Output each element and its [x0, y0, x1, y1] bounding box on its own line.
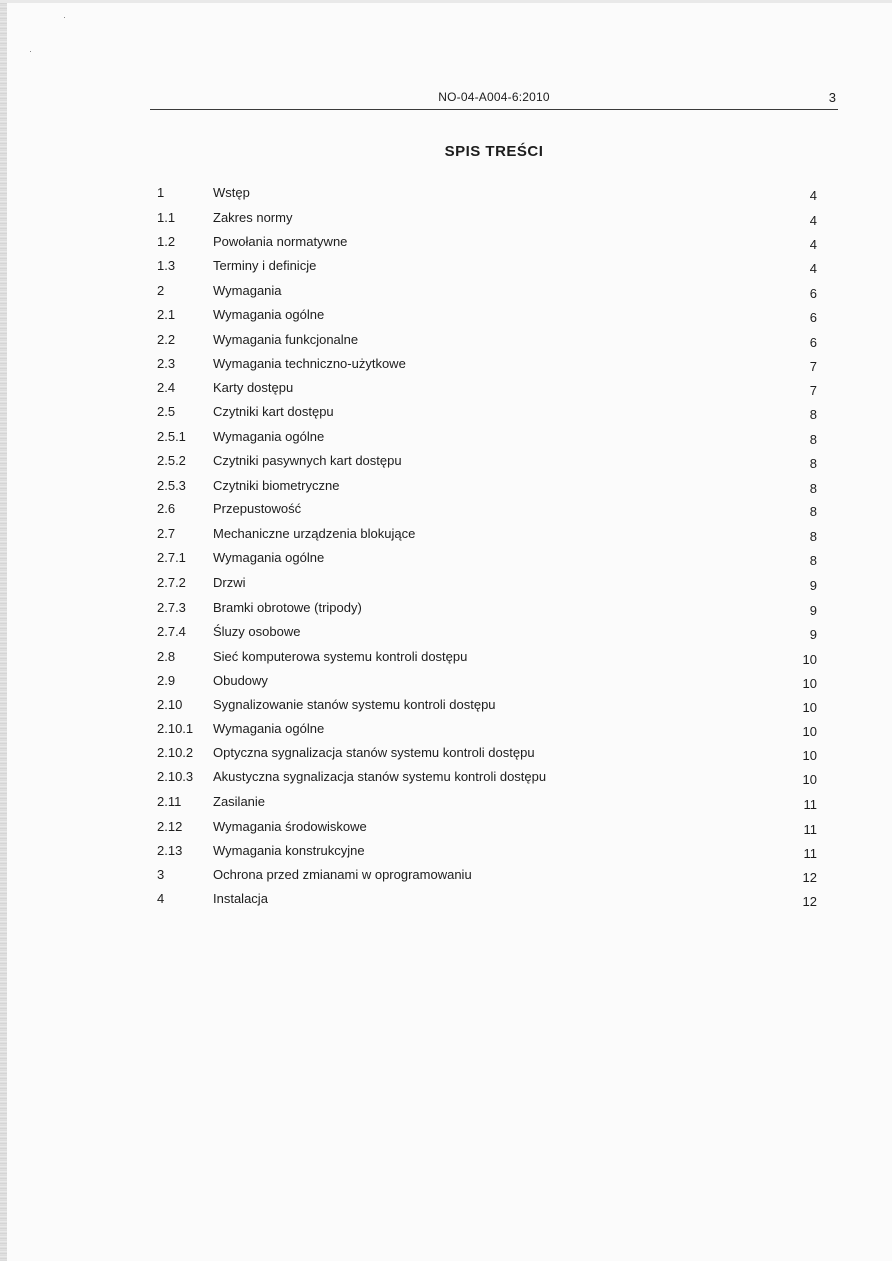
toc-entry-number: 2.10.3 [157, 769, 194, 784]
toc-entry [0, 451, 892, 471]
toc-entry-page: 4 [809, 261, 817, 276]
toc-entry-page: 7 [809, 383, 817, 398]
toc-entry-page: 11 [803, 797, 817, 812]
toc-entry-page: 4 [809, 237, 817, 252]
toc-entry-number: 2.5.3 [157, 478, 186, 493]
toc-entry-number: 2.8 [157, 649, 176, 664]
toc-entry-title: Wymagania [213, 283, 282, 298]
toc-entry-title: Sieć komputerowa systemu kontroli dostępu [213, 649, 468, 664]
toc-entry [0, 281, 892, 301]
toc-entry-number: 2.7.1 [157, 550, 186, 565]
toc-entry-title: Wymagania funkcjonalne [213, 332, 359, 347]
toc-entry [0, 889, 892, 909]
toc-entry [0, 647, 892, 667]
toc-entry [0, 524, 892, 544]
toc-entry-number: 2.10 [157, 697, 183, 712]
toc-entry-page: 10 [802, 700, 817, 715]
toc-entry [0, 476, 892, 496]
document-code: NO-04-A004-6:2010 [438, 90, 550, 104]
toc-entry-number: 2.5.1 [157, 429, 186, 444]
toc-entry-number: 2.7.2 [157, 575, 186, 590]
toc-entry-title: Wstęp [213, 185, 250, 200]
toc-entry-number: 2.6 [157, 501, 176, 516]
page-number: 3 [828, 90, 836, 105]
toc-entry [0, 232, 892, 252]
toc-entry-page: 6 [809, 286, 817, 301]
toc-entry [0, 767, 892, 787]
toc-entry-number: 2.10.2 [157, 745, 194, 760]
toc-entry-page: 10 [802, 724, 817, 739]
toc-entry-number: 1.3 [157, 258, 176, 273]
toc-entry-page: 9 [809, 578, 817, 593]
toc-entry-title: Wymagania konstrukcyjne [213, 843, 365, 858]
toc-entry [0, 499, 892, 519]
toc-entry-number: 2.7.3 [157, 600, 186, 615]
toc-entry-title: Wymagania środowiskowe [213, 819, 367, 834]
toc-entry-number: 2.1 [157, 307, 176, 322]
toc-entry-page: 10 [802, 748, 817, 763]
toc-entry-page: 9 [809, 627, 817, 642]
toc-entry [0, 208, 892, 228]
page-title: SPIS TREŚCI [444, 143, 544, 160]
toc-entry-title: Czytniki pasywnych kart dostępu [213, 453, 402, 468]
toc-entry [0, 817, 892, 837]
toc-entry-title: Powołania normatywne [213, 234, 348, 249]
toc-entry-page: 12 [802, 894, 817, 909]
toc-entry [0, 695, 892, 715]
toc-entry-page: 12 [802, 870, 817, 885]
toc-entry-page: 11 [803, 846, 817, 861]
toc-entry [0, 378, 892, 398]
toc-entry-number: 1 [157, 185, 165, 200]
toc-entry [0, 598, 892, 618]
toc-entry-number: 2.12 [157, 819, 183, 834]
toc-entry-page: 8 [809, 432, 817, 447]
toc-entry-page: 4 [809, 188, 817, 203]
toc-entry-page: 6 [809, 335, 817, 350]
toc-entry-number: 2.5 [157, 404, 176, 419]
toc-entry-title: Bramki obrotowe (tripody) [213, 600, 362, 615]
toc-entry-number: 1.2 [157, 234, 176, 249]
toc-entry [0, 792, 892, 812]
toc-entry-title: Zakres normy [213, 210, 293, 225]
toc-entry [0, 256, 892, 276]
toc-entry-page: 8 [809, 407, 817, 422]
toc-entry-page: 8 [809, 529, 817, 544]
toc-entry-number: 4 [157, 891, 165, 906]
toc-entry [0, 427, 892, 447]
toc-entry-page: 8 [809, 553, 817, 568]
toc-entry-page: 8 [809, 481, 817, 496]
toc-entry-number: 2.2 [157, 332, 176, 347]
toc-entry-number: 2.11 [157, 794, 182, 809]
toc-entry-page: 10 [802, 652, 817, 667]
toc-entry [0, 330, 892, 350]
toc-entry-title: Karty dostępu [213, 380, 294, 395]
toc-entry-title: Przepustowość [213, 501, 302, 516]
toc-entry-title: Ochrona przed zmianami w oprogramowaniu [213, 867, 472, 882]
toc-entry [0, 622, 892, 642]
toc-entry-title: Terminy i definicje [213, 258, 317, 273]
toc-entry [0, 548, 892, 568]
toc-entry-title: Akustyczna sygnalizacja stanów systemu kontroli dostępu [213, 769, 547, 784]
toc-entry-page: 11 [803, 822, 817, 837]
toc-entry-title: Czytniki kart dostępu [213, 404, 334, 419]
toc-entry-page: 4 [809, 213, 817, 228]
toc-entry-title: Instalacja [213, 891, 268, 906]
toc-entry [0, 305, 892, 325]
toc-entry-number: 2.7.4 [157, 624, 186, 639]
toc-entry-number: 2.5.2 [157, 453, 186, 468]
toc-entry [0, 743, 892, 763]
toc-entry [0, 719, 892, 739]
toc-entry-page: 8 [809, 504, 817, 519]
toc-entry-number: 2.4 [157, 380, 176, 395]
toc-entry-page: 8 [809, 456, 817, 471]
toc-entry [0, 573, 892, 593]
toc-entry [0, 865, 892, 885]
toc-entry [0, 183, 892, 203]
toc-entry-title: Wymagania ogólne [213, 721, 325, 736]
toc-entry-page: 10 [802, 772, 817, 787]
toc-entry-title: Sygnalizowanie stanów systemu kontroli dostępu [213, 697, 496, 712]
toc-entry-title: Wymagania ogólne [213, 550, 325, 565]
toc-entry-title: Wymagania techniczno-użytkowe [213, 356, 406, 371]
toc-entry-title: Czytniki biometryczne [213, 478, 340, 493]
toc-entry-title: Obudowy [213, 673, 268, 688]
toc-entry-number: 3 [157, 867, 165, 882]
toc-entry-title: Zasilanie [213, 794, 266, 809]
toc-entry-number: 2.3 [157, 356, 176, 371]
toc-entry-page: 7 [809, 359, 817, 374]
toc-entry-number: 1.1 [157, 210, 176, 225]
toc-entry [0, 841, 892, 861]
toc-entry-title: Śluzy osobowe [213, 624, 301, 639]
toc-entry-page: 10 [802, 676, 817, 691]
toc-entry [0, 354, 892, 374]
toc-entry-title: Drzwi [213, 575, 246, 590]
toc-entry-number: 2.7 [157, 526, 176, 541]
toc-entry-page: 9 [809, 603, 817, 618]
toc-entry [0, 671, 892, 691]
toc-entry-title: Optyczna sygnalizacja stanów systemu kontroli dostępu [213, 745, 535, 760]
toc-entry [0, 402, 892, 422]
toc-entry-title: Mechaniczne urządzenia blokujące [213, 526, 416, 541]
toc-entry-title: Wymagania ogólne [213, 307, 325, 322]
toc-entry-number: 2.9 [157, 673, 176, 688]
toc-entry-number: 2.10.1 [157, 721, 194, 736]
toc-entry-number: 2.13 [157, 843, 183, 858]
toc-entry-number: 2 [157, 283, 165, 298]
toc-entry-title: Wymagania ogólne [213, 429, 325, 444]
toc-entry-page: 6 [809, 310, 817, 325]
